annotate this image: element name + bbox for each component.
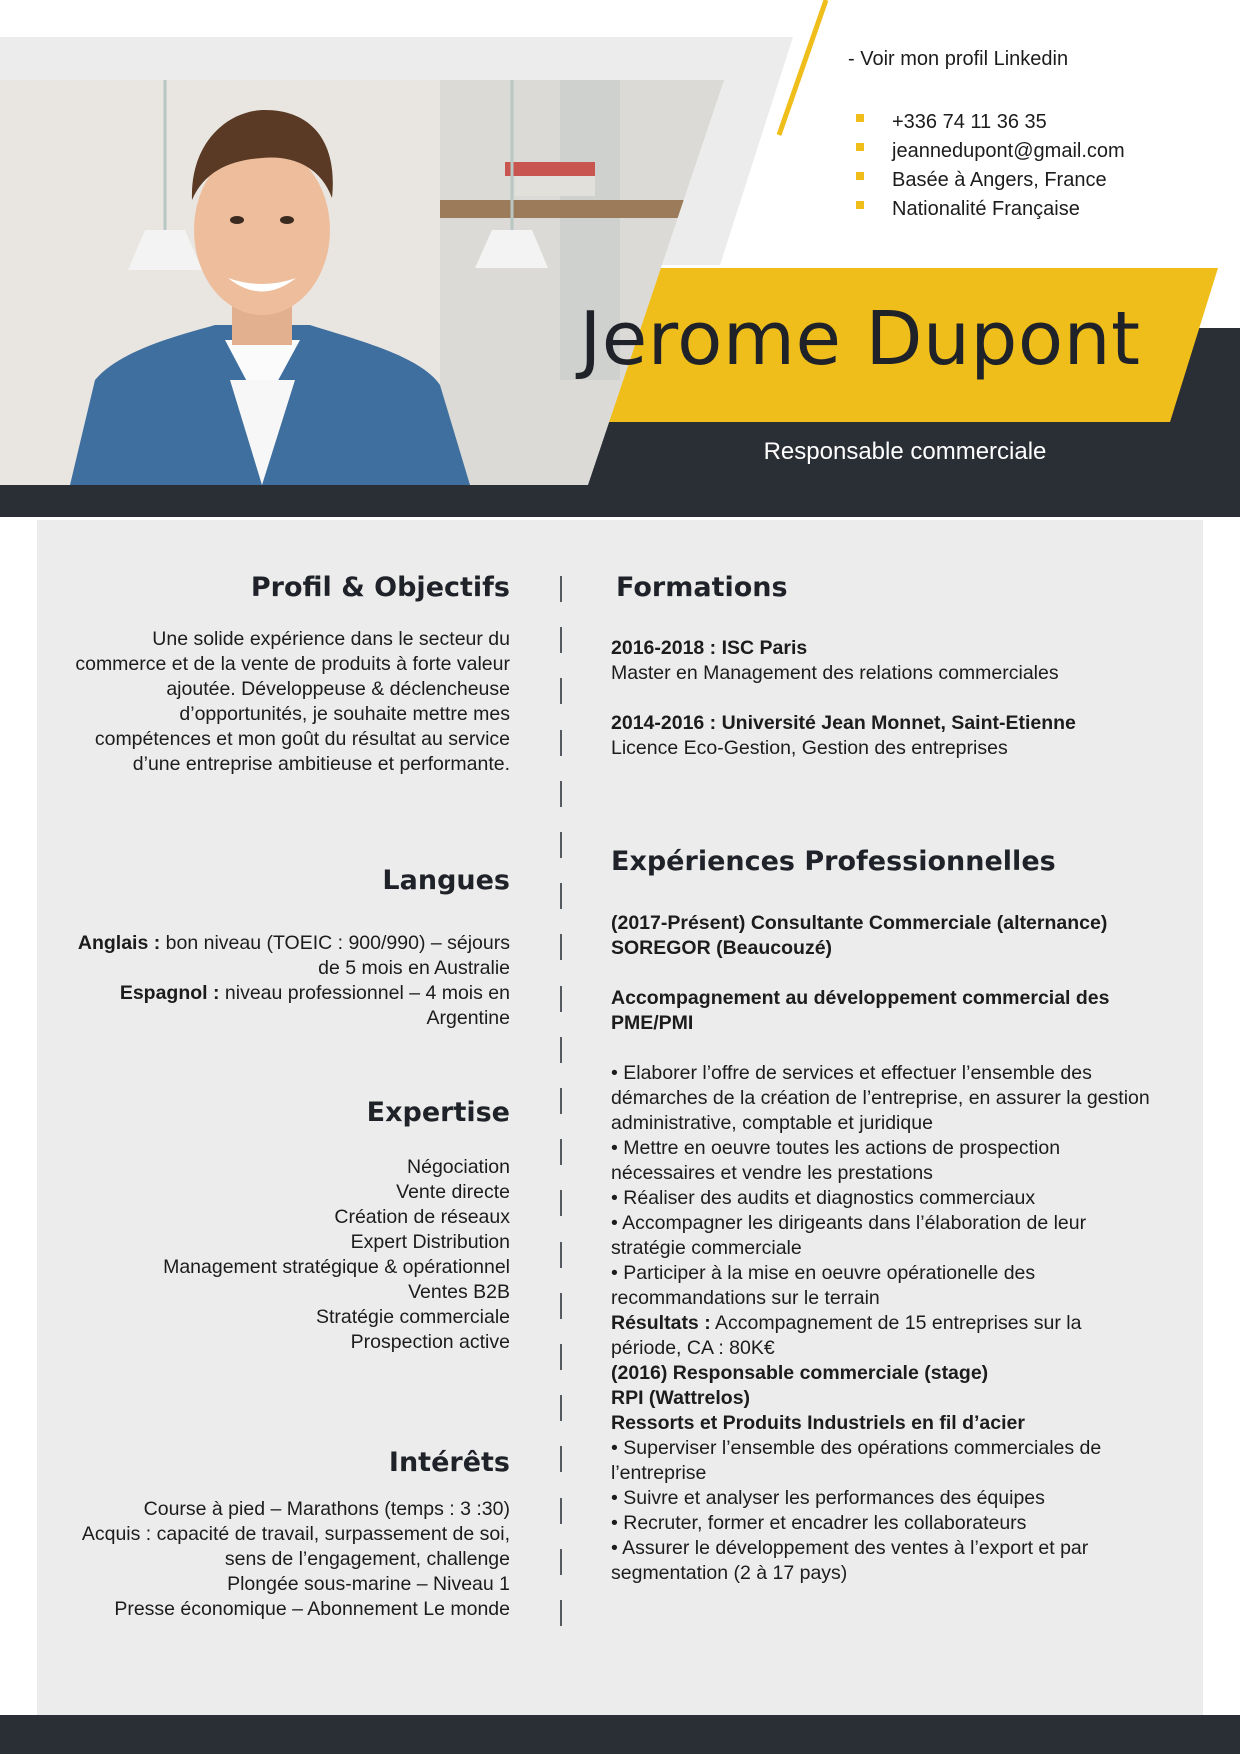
- divider-segment: [560, 1037, 562, 1063]
- square-bullet-icon: [856, 114, 864, 122]
- experience-bullet: • Accompagner les dirigeants dans l’élaboration de leur stratégie commerciale: [611, 1212, 1087, 1259]
- section-title-expertise: Expertise: [366, 1097, 510, 1128]
- divider-segment: [560, 627, 562, 653]
- divider-segment: [560, 1088, 562, 1114]
- experience-bullet: • Participer à la mise en oeuvre opérationelle des recommandations sur le terrain: [611, 1262, 1036, 1309]
- interet-item: Presse économique – Abonnement Le monde: [114, 1598, 510, 1620]
- divider-segment: [560, 678, 562, 704]
- accent-slash-line: [779, 0, 826, 135]
- divider-segment: [560, 781, 562, 807]
- expertise-item: Prospection active: [350, 1331, 510, 1353]
- interets-list: [60, 1497, 510, 1622]
- divider-segment: [560, 1395, 562, 1421]
- profil-text: Une solide expérience dans le secteur du commerce et de la vente de produits à forte valeur ajoutée. Développeuse & déclencheuse d’opportunités, je souhaite mettre mes compétences et mon goût du résultat au service d’une entreprise ambitieuse et performante.: [75, 628, 510, 775]
- section-title-interets: Intérêts: [388, 1447, 510, 1478]
- contact-list: [850, 110, 1125, 226]
- divider-segment: [560, 1498, 562, 1524]
- contact-phone: +336 74 11 36 35: [850, 110, 1125, 139]
- expertise-item: Ventes B2B: [408, 1281, 510, 1303]
- divider-segment: [560, 883, 562, 909]
- expertise-item: Vente directe: [396, 1181, 510, 1203]
- experience-bullet: • Mettre en oeuvre toutes les actions de prospection nécessaires et vendre les prestations: [611, 1137, 1061, 1184]
- formation-item: 2016-2018 : ISC Paris Master en Management des relations commerciales: [611, 637, 1059, 684]
- divider-segment: [560, 986, 562, 1012]
- divider-segment: [560, 1190, 562, 1216]
- expertise-item: Création de réseaux: [334, 1206, 510, 1228]
- section-title-profil: Profil & Objectifs: [250, 572, 510, 603]
- candidate-name: Jerome Dupont: [579, 296, 1141, 382]
- expertise-item: Stratégie commerciale: [316, 1306, 510, 1328]
- experience-result: Résultats : Accompagnement de 15 entreprises sur la période, CA : 80K€: [611, 1312, 1082, 1359]
- langue-item: Espagnol : niveau professionnel – 4 mois en Argentine: [119, 982, 510, 1029]
- experience-bullet: • Suivre et analyser les performances des équipes: [611, 1487, 1045, 1509]
- divider-segment: [560, 1139, 562, 1165]
- divider-segment: [560, 1293, 562, 1319]
- divider-segment: [560, 730, 562, 756]
- divider-segment: [560, 934, 562, 960]
- divider-segment: [560, 1549, 562, 1575]
- section-title-langues: Langues: [382, 865, 510, 896]
- expertise-item: Négociation: [407, 1156, 510, 1178]
- expertise-item: Expert Distribution: [350, 1231, 510, 1253]
- divider-segment: [560, 1242, 562, 1268]
- experience-bullet: • Réaliser des audits et diagnostics commerciaux: [611, 1187, 1036, 1209]
- interet-item: Plongée sous-marine – Niveau 1: [227, 1573, 510, 1595]
- experience-bullet: • Recruter, former et encadrer les collaborateurs: [611, 1512, 1027, 1534]
- footer-bar: [0, 1715, 1240, 1754]
- expertise-list: [60, 1155, 510, 1355]
- divider-segment: [560, 576, 562, 602]
- square-bullet-icon: [856, 201, 864, 209]
- experience-job: (2017-Présent) Consultante Commerciale (alternance) SOREGOR (Beaucouzé) Accompagnement au développement commercial des PME/PMI • Elaborer l’offre de services et effectuer l’ensemble des démarches de la création de l’entreprise, en assurer la gestion administrative, comptable et juridique • Mettre en oeuvre toutes les actions de prospection nécessaires et vendre les prestations • Réaliser des audits et diagnostics commerciaux • Accompagner les dirigeants dans l’élaboration de leur stratégie commerciale • Participer à la mise en oeuvre opérationelle des recommandations sur le terrain Résultats : Accompagnement de 15 entreprises sur la période, CA : 80K€ (2016) Responsable commerciale (stage) RPI (Wattrelos) Ressorts et Produits Industriels en fil d’acier • Superviser l’ensemble des opérations commerciales de l’entreprise • Suivre et analyser les performances des équipes • Recruter, former et encadrer les collaborateurs • Assurer le développement des ventes à l’export et par segmentation (2 à 17 pays): [611, 912, 1150, 1584]
- experience-bullet: • Assurer le développement des ventes à l’export et par segmentation (2 à 17 pays): [611, 1537, 1089, 1584]
- expertise-item: Management stratégique & opérationnel: [163, 1256, 510, 1278]
- divider-segment: [560, 1600, 562, 1626]
- section-title-formations: Formations: [616, 572, 788, 603]
- contact-location: Basée à Angers, France: [850, 168, 1125, 197]
- divider-segment: [560, 832, 562, 858]
- contact-email[interactable]: jeannedupont@gmail.com: [850, 139, 1125, 168]
- experience-bullet: • Superviser l’ensemble des opérations commerciales de l’entreprise: [611, 1437, 1102, 1484]
- langues-list: [60, 931, 510, 1031]
- section-title-experiences: Expériences Professionnelles: [611, 846, 1056, 877]
- langue-item: Anglais : bon niveau (TOEIC : 900/990) – séjours de 5 mois en Australie: [77, 932, 510, 979]
- interet-item: Course à pied – Marathons (temps : 3 :30): [143, 1498, 510, 1520]
- divider-segment: [560, 1344, 562, 1370]
- divider-segment: [560, 1446, 562, 1472]
- interet-item: Acquis : capacité de travail, surpassement de soi, sens de l’engagement, challenge: [81, 1523, 510, 1570]
- square-bullet-icon: [856, 172, 864, 180]
- linkedin-link[interactable]: - Voir mon profil Linkedin: [848, 48, 1069, 70]
- formation-item: 2014-2016 : Université Jean Monnet, Saint-Etienne Licence Eco-Gestion, Gestion des entreprises: [611, 712, 1076, 759]
- contact-nationality: Nationalité Française: [850, 197, 1125, 226]
- candidate-role: Responsable commerciale: [763, 438, 1047, 465]
- experience-bullet: • Elaborer l’offre de services et effectuer l’ensemble des démarches de la création de l’entreprise, en assurer la gestion administrative, comptable et juridique: [611, 1062, 1150, 1134]
- square-bullet-icon: [856, 143, 864, 151]
